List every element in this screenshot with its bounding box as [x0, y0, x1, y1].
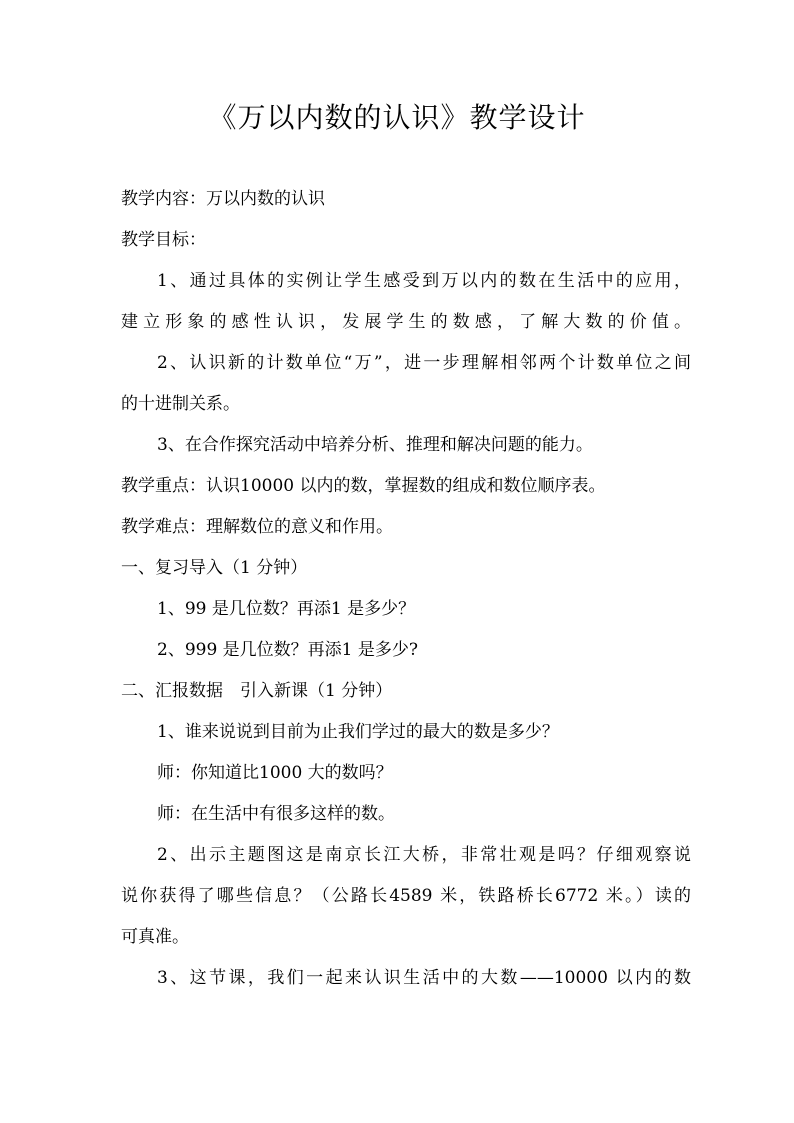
- section-2-heading: 二、汇报数据 引入新课（1 分钟）: [121, 681, 393, 701]
- goal-1-line-1: 1、通过具体的实例让学生感受到万以内的数在生活中的应用，: [157, 271, 691, 291]
- teaching-content: 教学内容：万以内数的认识: [121, 189, 325, 209]
- teaching-focus: 教学重点：认识10000 以内的数，掌握数的组成和数位顺序表。: [121, 476, 606, 496]
- review-question-2: 2、999 是几位数？再添1 是多少?: [157, 640, 419, 660]
- teacher-line-2: 师：在生活中有很多这样的数。: [157, 804, 395, 824]
- goal-2-line-1: 2、认识新的计数单位“万”，进一步理解相邻两个计数单位之间: [157, 353, 691, 373]
- teacher-line-1: 师：你知道比1000 大的数吗？: [157, 763, 393, 783]
- section-1-heading: 一、复习导入（1 分钟）: [121, 558, 308, 578]
- teaching-difficulty: 教学难点：理解数位的意义和作用。: [121, 517, 393, 537]
- section-2-item-2-line-1: 2、出示主题图这是南京长江大桥，非常壮观是吗？仔细观察说: [157, 845, 691, 865]
- document-title: 《万以内数的认识》教学设计: [208, 101, 586, 134]
- goal-3: 3、在合作探究活动中培养分析、推理和解决问题的能力。: [157, 435, 593, 455]
- section-2-item-2-line-2: 说你获得了哪些信息？（公路长4589 米，铁路桥长6772 米。）读的: [121, 886, 691, 906]
- goal-2-line-2: 的十进制关系。: [121, 394, 240, 414]
- section-2-item-2-line-3: 可真准。: [121, 927, 189, 947]
- review-question-1: 1、99 是几位数？再添1 是多少？: [157, 599, 416, 619]
- section-2-item-1: 1、谁来说说到目前为止我们学过的最大的数是多少？: [157, 722, 559, 742]
- teaching-goals-heading: 教学目标：: [121, 230, 206, 250]
- section-2-item-3: 3、这节课，我们一起来认识生活中的大数——10000 以内的数: [157, 968, 691, 988]
- goal-1-line-2: 建立形象的感性认识，发展学生的数感，了解大数的价值。: [121, 312, 691, 332]
